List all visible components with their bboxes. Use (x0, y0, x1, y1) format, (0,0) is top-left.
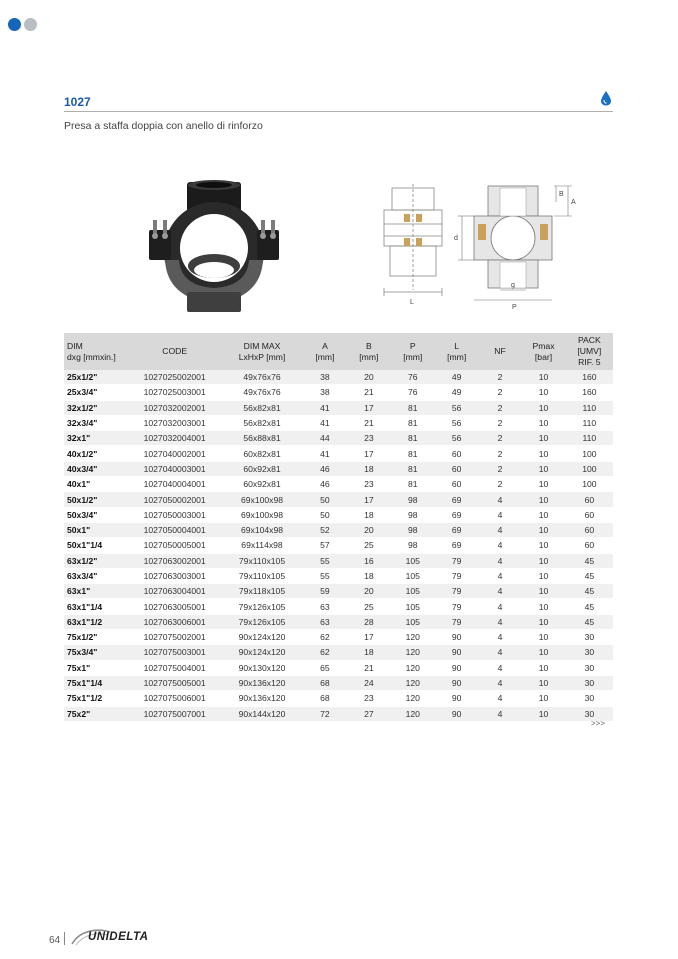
cell-pack: 45 (566, 553, 613, 568)
cell-code: 1027075006001 (128, 691, 221, 706)
col-b: B [mm] (347, 333, 391, 370)
cell-pack: 110 (566, 415, 613, 430)
table-row (64, 370, 613, 385)
cell-code: 1027040004001 (128, 477, 221, 492)
cell-l: 79 (435, 614, 479, 629)
cell-nf: 2 (479, 446, 522, 461)
table-body (64, 370, 613, 721)
cell-pack: 30 (566, 691, 613, 706)
dim-label-d: d (454, 235, 458, 242)
cell-dim: 75x1" (64, 660, 128, 675)
cell-pack: 30 (566, 675, 613, 690)
cell-dim: 25x3/4" (64, 385, 128, 400)
table-header-row (64, 333, 613, 370)
cell-code: 1027032004001 (128, 431, 221, 446)
cell-a: 41 (303, 446, 347, 461)
footer-separator (64, 932, 65, 945)
cell-nf: 4 (479, 675, 522, 690)
cell-a: 55 (303, 568, 347, 583)
cell-pack: 30 (566, 660, 613, 675)
cell-b: 17 (347, 400, 391, 415)
cell-dim: 25x1/2" (64, 370, 128, 385)
cell-dim: 50x1" (64, 522, 128, 537)
cell-p: 105 (391, 614, 435, 629)
cell-l: 79 (435, 568, 479, 583)
cell-pack: 45 (566, 568, 613, 583)
cell-nf: 2 (479, 370, 522, 385)
blue-dot-icon (8, 18, 21, 31)
cell-pack: 160 (566, 385, 613, 400)
table-row (64, 675, 613, 690)
cell-code: 1027075002001 (128, 630, 221, 645)
cell-code: 1027032002001 (128, 400, 221, 415)
cell-pack: 45 (566, 584, 613, 599)
table-row (64, 584, 613, 599)
cell-pack: 60 (566, 492, 613, 507)
cell-p: 98 (391, 507, 435, 522)
cell-dim: 75x1"1/4 (64, 675, 128, 690)
cell-code: 1027075005001 (128, 675, 221, 690)
cell-a: 46 (303, 461, 347, 476)
cell-a: 68 (303, 675, 347, 690)
cell-b: 25 (347, 538, 391, 553)
col-dim: DIM dxg [mmxin.] (64, 333, 128, 370)
cell-dim: 50x1/2" (64, 492, 128, 507)
dim-label-p: P (512, 304, 517, 311)
cell-p: 81 (391, 461, 435, 476)
cell-code: 1027032003001 (128, 415, 221, 430)
dim-label-l: L (410, 299, 414, 306)
cell-pack: 110 (566, 400, 613, 415)
cell-pmax: 10 (521, 568, 565, 583)
cell-l: 90 (435, 645, 479, 660)
cell-p: 120 (391, 630, 435, 645)
cell-p: 120 (391, 645, 435, 660)
cell-a: 44 (303, 431, 347, 446)
cell-b: 24 (347, 675, 391, 690)
table-row (64, 614, 613, 629)
col-dim-max: DIM MAX LxHxP [mm] (221, 333, 303, 370)
col-pmax: Pmax [bar] (521, 333, 565, 370)
water-drop-icon (600, 90, 612, 106)
cell-code: 1027025002001 (128, 370, 221, 385)
cell-p: 120 (391, 660, 435, 675)
dim-label-g: g (511, 282, 515, 289)
col-code: CODE (128, 333, 221, 370)
cell-p: 81 (391, 415, 435, 430)
header-rule (64, 111, 613, 112)
cell-dim: 50x1"1/4 (64, 538, 128, 553)
cell-a: 41 (303, 400, 347, 415)
cell-pmax: 10 (521, 385, 565, 400)
cell-dim: 40x1" (64, 477, 128, 492)
cell-nf: 4 (479, 568, 522, 583)
cell-b: 27 (347, 706, 391, 721)
cell-dim: 50x3/4" (64, 507, 128, 522)
cell-l: 79 (435, 599, 479, 614)
cell-pmax: 10 (521, 446, 565, 461)
cell-pmax: 10 (521, 492, 565, 507)
cell-a: 68 (303, 691, 347, 706)
cell-dim: 75x1"1/2 (64, 691, 128, 706)
cell-a: 62 (303, 645, 347, 660)
cell-dim-max: 69x114x98 (221, 538, 303, 553)
cell-dim: 32x1" (64, 431, 128, 446)
cell-dim-max: 79x118x105 (221, 584, 303, 599)
cell-dim-max: 60x82x81 (221, 446, 303, 461)
cell-b: 21 (347, 660, 391, 675)
cell-pack: 160 (566, 370, 613, 385)
cell-pmax: 10 (521, 400, 565, 415)
cell-code: 1027063003001 (128, 568, 221, 583)
cell-nf: 4 (479, 645, 522, 660)
cell-dim: 75x1/2" (64, 630, 128, 645)
cell-code: 1027063005001 (128, 599, 221, 614)
cell-a: 50 (303, 507, 347, 522)
cell-l: 49 (435, 385, 479, 400)
cell-dim: 63x1"1/4 (64, 599, 128, 614)
cell-a: 55 (303, 553, 347, 568)
table-row (64, 599, 613, 614)
cell-b: 20 (347, 584, 391, 599)
cell-pmax: 10 (521, 691, 565, 706)
cell-nf: 2 (479, 400, 522, 415)
table-row (64, 522, 613, 537)
col-pack: PACK [UMV] RIF. 5 (566, 333, 613, 370)
cell-b: 23 (347, 431, 391, 446)
table-row (64, 553, 613, 568)
cell-l: 90 (435, 660, 479, 675)
cell-b: 17 (347, 446, 391, 461)
product-subtitle: Presa a staffa doppia con anello di rinforzo (64, 120, 263, 132)
grey-dot-icon (24, 18, 37, 31)
cell-p: 105 (391, 568, 435, 583)
cell-pmax: 10 (521, 584, 565, 599)
cell-pack: 30 (566, 630, 613, 645)
cell-nf: 2 (479, 415, 522, 430)
cell-b: 20 (347, 370, 391, 385)
cell-a: 65 (303, 660, 347, 675)
cell-b: 17 (347, 492, 391, 507)
cell-pmax: 10 (521, 507, 565, 522)
cell-pack: 60 (566, 538, 613, 553)
table-row (64, 477, 613, 492)
cell-dim-max: 49x76x76 (221, 370, 303, 385)
cell-dim-max: 90x124x120 (221, 630, 303, 645)
cell-a: 46 (303, 477, 347, 492)
cell-code: 1027063006001 (128, 614, 221, 629)
cell-p: 120 (391, 706, 435, 721)
page-number: 64 (49, 935, 61, 946)
cell-a: 63 (303, 599, 347, 614)
cell-nf: 4 (479, 706, 522, 721)
cell-pmax: 10 (521, 370, 565, 385)
table-row (64, 507, 613, 522)
cell-a: 59 (303, 584, 347, 599)
cell-dim-max: 56x82x81 (221, 415, 303, 430)
cell-pmax: 10 (521, 477, 565, 492)
cell-pmax: 10 (521, 675, 565, 690)
dim-label-b: B (559, 191, 564, 198)
cell-p: 81 (391, 431, 435, 446)
cell-p: 105 (391, 599, 435, 614)
cell-nf: 2 (479, 477, 522, 492)
table-row (64, 415, 613, 430)
cell-p: 98 (391, 522, 435, 537)
cell-b: 23 (347, 477, 391, 492)
cell-pmax: 10 (521, 614, 565, 629)
cell-pack: 100 (566, 477, 613, 492)
cell-dim-max: 90x130x120 (221, 660, 303, 675)
cell-nf: 4 (479, 599, 522, 614)
cell-a: 52 (303, 522, 347, 537)
table-row (64, 645, 613, 660)
cell-pmax: 10 (521, 660, 565, 675)
cell-nf: 4 (479, 492, 522, 507)
cell-nf: 2 (479, 461, 522, 476)
product-code-title: 1027 (64, 95, 91, 109)
cell-dim-max: 90x136x120 (221, 691, 303, 706)
cell-dim: 32x1/2" (64, 400, 128, 415)
cell-pmax: 10 (521, 645, 565, 660)
cell-pmax: 10 (521, 553, 565, 568)
cell-l: 79 (435, 584, 479, 599)
cell-pack: 45 (566, 599, 613, 614)
table-row (64, 630, 613, 645)
cell-pmax: 10 (521, 706, 565, 721)
cell-pack: 30 (566, 645, 613, 660)
table-row (64, 461, 613, 476)
cell-l: 56 (435, 400, 479, 415)
cell-code: 1027040002001 (128, 446, 221, 461)
cell-pack: 30 (566, 706, 613, 721)
cell-pmax: 10 (521, 630, 565, 645)
cell-l: 69 (435, 507, 479, 522)
cell-code: 1027075003001 (128, 645, 221, 660)
cell-code: 1027075004001 (128, 660, 221, 675)
col-p: P [mm] (391, 333, 435, 370)
cell-b: 25 (347, 599, 391, 614)
cell-p: 81 (391, 446, 435, 461)
cell-pack: 100 (566, 446, 613, 461)
cell-pack: 110 (566, 431, 613, 446)
cell-dim-max: 79x110x105 (221, 568, 303, 583)
cell-nf: 4 (479, 614, 522, 629)
cell-dim: 75x2" (64, 706, 128, 721)
cell-dim-max: 60x92x81 (221, 477, 303, 492)
cell-code: 1027063002001 (128, 553, 221, 568)
cell-a: 72 (303, 706, 347, 721)
cell-dim: 63x1"1/2 (64, 614, 128, 629)
cell-l: 69 (435, 492, 479, 507)
cell-l: 56 (435, 415, 479, 430)
cell-dim-max: 69x100x98 (221, 507, 303, 522)
cell-dim-max: 69x104x98 (221, 522, 303, 537)
cell-b: 18 (347, 568, 391, 583)
cell-p: 81 (391, 400, 435, 415)
cell-dim: 63x3/4" (64, 568, 128, 583)
cell-nf: 4 (479, 630, 522, 645)
cell-l: 56 (435, 431, 479, 446)
cell-pmax: 10 (521, 538, 565, 553)
cell-dim-max: 60x92x81 (221, 461, 303, 476)
table-row (64, 400, 613, 415)
dim-label-a: A (571, 199, 576, 206)
cell-p: 105 (391, 584, 435, 599)
spec-table (64, 333, 613, 722)
col-a: A [mm] (303, 333, 347, 370)
section-dots (8, 18, 37, 31)
cell-nf: 4 (479, 660, 522, 675)
cell-l: 60 (435, 477, 479, 492)
cell-b: 23 (347, 691, 391, 706)
cell-dim: 75x3/4" (64, 645, 128, 660)
more-indicator: >>> (591, 719, 606, 728)
cell-dim-max: 69x100x98 (221, 492, 303, 507)
cell-p: 76 (391, 370, 435, 385)
cell-pmax: 10 (521, 599, 565, 614)
cell-a: 38 (303, 385, 347, 400)
cell-dim-max: 90x136x120 (221, 675, 303, 690)
cell-b: 21 (347, 415, 391, 430)
cell-l: 90 (435, 706, 479, 721)
cell-b: 21 (347, 385, 391, 400)
cell-dim-max: 90x144x120 (221, 706, 303, 721)
cell-code: 1027025003001 (128, 385, 221, 400)
cell-p: 81 (391, 477, 435, 492)
col-nf: NF (479, 333, 522, 370)
cell-l: 69 (435, 522, 479, 537)
cell-dim: 63x1/2" (64, 553, 128, 568)
table-row (64, 385, 613, 400)
cell-b: 17 (347, 630, 391, 645)
table-row (64, 431, 613, 446)
table-row (64, 446, 613, 461)
cell-l: 69 (435, 538, 479, 553)
cell-pack: 60 (566, 522, 613, 537)
table-row (64, 691, 613, 706)
cell-dim-max: 79x126x105 (221, 614, 303, 629)
cell-pmax: 10 (521, 461, 565, 476)
cell-code: 1027050002001 (128, 492, 221, 507)
cell-b: 18 (347, 461, 391, 476)
cell-b: 20 (347, 522, 391, 537)
cell-dim-max: 56x88x81 (221, 431, 303, 446)
cell-nf: 4 (479, 522, 522, 537)
cell-dim: 63x1" (64, 584, 128, 599)
cell-a: 62 (303, 630, 347, 645)
cell-l: 60 (435, 446, 479, 461)
cell-p: 98 (391, 538, 435, 553)
cell-dim-max: 56x82x81 (221, 400, 303, 415)
cell-b: 18 (347, 507, 391, 522)
cell-p: 120 (391, 691, 435, 706)
cell-code: 1027075007001 (128, 706, 221, 721)
cell-nf: 4 (479, 584, 522, 599)
cell-dim: 32x3/4" (64, 415, 128, 430)
cell-l: 90 (435, 675, 479, 690)
cell-p: 105 (391, 553, 435, 568)
table-row (64, 706, 613, 721)
cell-nf: 2 (479, 385, 522, 400)
cell-b: 16 (347, 553, 391, 568)
cell-code: 1027040003001 (128, 461, 221, 476)
cell-dim-max: 49x76x76 (221, 385, 303, 400)
cell-pmax: 10 (521, 415, 565, 430)
cell-b: 18 (347, 645, 391, 660)
table-row (64, 538, 613, 553)
product-photo (145, 180, 285, 315)
cell-dim-max: 90x124x120 (221, 645, 303, 660)
cell-dim: 40x1/2" (64, 446, 128, 461)
table-row (64, 492, 613, 507)
cell-code: 1027050004001 (128, 522, 221, 537)
cell-code: 1027050003001 (128, 507, 221, 522)
cell-a: 57 (303, 538, 347, 553)
cell-pack: 60 (566, 507, 613, 522)
cell-a: 63 (303, 614, 347, 629)
cell-p: 120 (391, 675, 435, 690)
cell-p: 76 (391, 385, 435, 400)
table-row (64, 568, 613, 583)
cell-nf: 4 (479, 538, 522, 553)
cell-pmax: 10 (521, 431, 565, 446)
cell-l: 90 (435, 630, 479, 645)
cell-nf: 4 (479, 553, 522, 568)
cell-pmax: 10 (521, 522, 565, 537)
cell-nf: 4 (479, 507, 522, 522)
cell-pack: 100 (566, 461, 613, 476)
cell-code: 1027063004001 (128, 584, 221, 599)
table-row (64, 660, 613, 675)
cell-dim-max: 79x126x105 (221, 599, 303, 614)
cell-p: 98 (391, 492, 435, 507)
cell-a: 41 (303, 415, 347, 430)
cell-nf: 4 (479, 691, 522, 706)
cell-a: 50 (303, 492, 347, 507)
cell-l: 79 (435, 553, 479, 568)
col-l: L [mm] (435, 333, 479, 370)
cell-l: 90 (435, 691, 479, 706)
cell-nf: 2 (479, 431, 522, 446)
cell-pack: 45 (566, 614, 613, 629)
cell-dim-max: 79x110x105 (221, 553, 303, 568)
cell-code: 1027050005001 (128, 538, 221, 553)
brand-name: UNIDELTA (88, 931, 149, 943)
cell-a: 38 (303, 370, 347, 385)
cell-b: 28 (347, 614, 391, 629)
cell-dim: 40x3/4" (64, 461, 128, 476)
cell-l: 49 (435, 370, 479, 385)
technical-drawing (378, 180, 580, 315)
cell-l: 60 (435, 461, 479, 476)
